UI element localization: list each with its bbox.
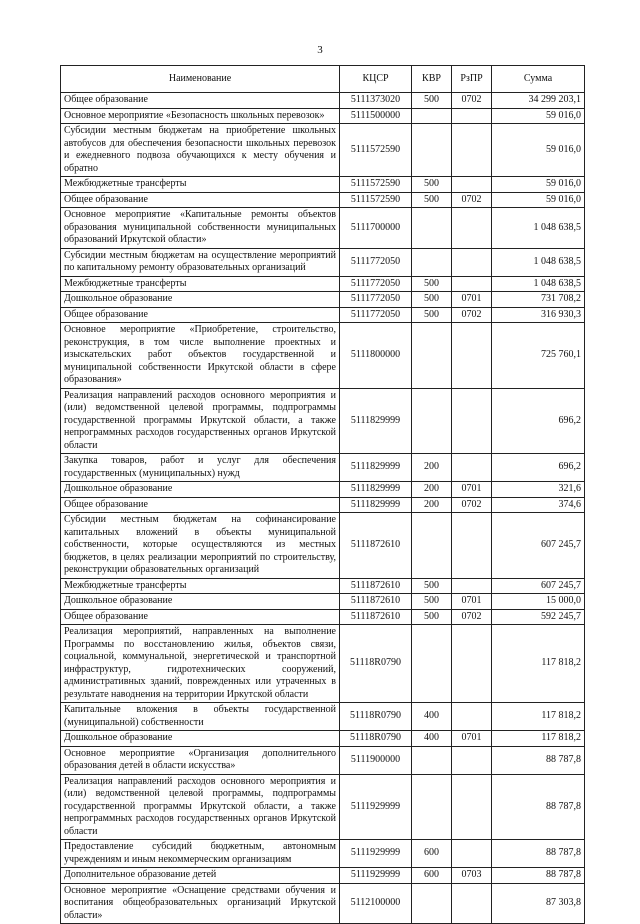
cell-kcsr: 5111572590 <box>340 192 412 208</box>
cell-kvr <box>412 208 452 249</box>
cell-kvr <box>412 774 452 840</box>
table-row <box>61 746 585 774</box>
cell-rzpr <box>452 323 492 389</box>
cell-kvr <box>412 388 452 454</box>
cell-kcsr: 5111872610 <box>340 594 412 610</box>
cell-rzpr <box>452 625 492 703</box>
cell-kcsr: 5111872610 <box>340 609 412 625</box>
cell-rzpr <box>452 208 492 249</box>
cell-kvr: 200 <box>412 482 452 498</box>
cell-kcsr: 5111929999 <box>340 774 412 840</box>
cell-kvr <box>412 746 452 774</box>
cell-sum: 725 760,1 <box>492 323 585 389</box>
cell-sum: 592 245,7 <box>492 609 585 625</box>
cell-rzpr <box>452 124 492 177</box>
cell-rzpr: 0701 <box>452 482 492 498</box>
cell-kvr: 500 <box>412 192 452 208</box>
cell-name: Предоставление субсидий бюджетным, автономным учреждениям и иным некоммерческим организациям <box>61 840 340 868</box>
cell-kcsr: 51118R0790 <box>340 625 412 703</box>
cell-kcsr: 5111373020 <box>340 93 412 109</box>
table-row <box>61 482 585 498</box>
cell-name: Основное мероприятие «Капитальные ремонты объектов образования муниципальной собственности муниципальных образований Иркутской области» <box>61 208 340 249</box>
cell-sum: 607 245,7 <box>492 513 585 579</box>
cell-name: Межбюджетные трансферты <box>61 276 340 292</box>
cell-rzpr <box>452 108 492 124</box>
table-row <box>61 703 585 731</box>
table-row <box>61 124 585 177</box>
cell-kcsr: 5111929999 <box>340 840 412 868</box>
cell-sum: 88 787,8 <box>492 840 585 868</box>
cell-name: Дошкольное образование <box>61 594 340 610</box>
cell-name: Межбюджетные трансферты <box>61 578 340 594</box>
cell-rzpr: 0703 <box>452 868 492 884</box>
cell-rzpr <box>452 840 492 868</box>
cell-sum: 316 930,3 <box>492 307 585 323</box>
cell-kcsr: 5111772050 <box>340 248 412 276</box>
table-row <box>61 208 585 249</box>
cell-name: Общее образование <box>61 497 340 513</box>
cell-sum: 374,6 <box>492 497 585 513</box>
cell-sum: 59 016,0 <box>492 192 585 208</box>
cell-sum: 88 787,8 <box>492 746 585 774</box>
cell-name: Основное мероприятие «Приобретение, строительство, реконструкция, в том числе выполнение проектных и изыскательских работ объектов государственной и муниципальной собственности Иркутской области в сфере образования» <box>61 323 340 389</box>
cell-kvr: 500 <box>412 93 452 109</box>
cell-kvr <box>412 625 452 703</box>
cell-kcsr: 5111572590 <box>340 124 412 177</box>
table-row <box>61 731 585 747</box>
table-row <box>61 594 585 610</box>
cell-sum: 15 000,0 <box>492 594 585 610</box>
cell-sum: 117 818,2 <box>492 731 585 747</box>
cell-rzpr <box>452 276 492 292</box>
table-body <box>61 93 585 924</box>
cell-kcsr: 5111700000 <box>340 208 412 249</box>
cell-kvr: 200 <box>412 454 452 482</box>
table-row <box>61 192 585 208</box>
table-row <box>61 883 585 924</box>
cell-kcsr: 5111829999 <box>340 388 412 454</box>
cell-sum: 59 016,0 <box>492 124 585 177</box>
cell-kcsr: 5111772050 <box>340 292 412 308</box>
cell-rzpr <box>452 248 492 276</box>
cell-kcsr: 5111500000 <box>340 108 412 124</box>
cell-name: Общее образование <box>61 93 340 109</box>
cell-name: Общее образование <box>61 609 340 625</box>
cell-kvr: 400 <box>412 731 452 747</box>
budget-table <box>60 65 585 924</box>
cell-rzpr <box>452 746 492 774</box>
cell-kcsr: 5112100000 <box>340 883 412 924</box>
table-row <box>61 840 585 868</box>
cell-name: Закупка товаров, работ и услуг для обеспечения государственных (муниципальных) нужд <box>61 454 340 482</box>
cell-name: Дошкольное образование <box>61 292 340 308</box>
cell-name: Дошкольное образование <box>61 482 340 498</box>
cell-kvr: 500 <box>412 177 452 193</box>
cell-kcsr: 5111772050 <box>340 276 412 292</box>
cell-rzpr <box>452 177 492 193</box>
cell-kvr: 500 <box>412 594 452 610</box>
cell-rzpr <box>452 578 492 594</box>
cell-kvr: 500 <box>412 578 452 594</box>
cell-rzpr: 0701 <box>452 292 492 308</box>
cell-kvr <box>412 248 452 276</box>
table-header-row <box>61 66 585 93</box>
cell-rzpr <box>452 703 492 731</box>
table-row <box>61 609 585 625</box>
cell-sum: 1 048 638,5 <box>492 248 585 276</box>
column-header-kcsr: КЦСР <box>340 66 412 93</box>
cell-kvr: 500 <box>412 307 452 323</box>
column-header-rzpr: РзПР <box>452 66 492 93</box>
cell-sum: 34 299 203,1 <box>492 93 585 109</box>
cell-rzpr: 0702 <box>452 307 492 323</box>
cell-kcsr: 5111572590 <box>340 177 412 193</box>
table-row <box>61 454 585 482</box>
cell-kvr <box>412 108 452 124</box>
cell-kvr: 500 <box>412 276 452 292</box>
table-row <box>61 292 585 308</box>
cell-name: Реализация мероприятий, направленных на выполнение Программы по восстановлению жилья, объектов связи, социальной, коммунальной, энергетической и транспортной инфраструктур, гидротехнических сооружений, административных зданий, поврежденных или утраченных в результате наводнения на территории Иркутской области <box>61 625 340 703</box>
cell-rzpr: 0702 <box>452 192 492 208</box>
cell-sum: 88 787,8 <box>492 868 585 884</box>
column-header-sum: Сумма <box>492 66 585 93</box>
cell-sum: 696,2 <box>492 388 585 454</box>
cell-sum: 696,2 <box>492 454 585 482</box>
cell-rzpr <box>452 774 492 840</box>
cell-kcsr: 51118R0790 <box>340 703 412 731</box>
cell-kcsr: 5111872610 <box>340 578 412 594</box>
cell-name: Реализация направлений расходов основного мероприятия и (или) ведомственной целевой программы, подпрограммы государственной программы Иркутской области, а также непрограммных расходов государственных органов Иркутской области <box>61 774 340 840</box>
cell-rzpr: 0702 <box>452 497 492 513</box>
table-row <box>61 625 585 703</box>
cell-name: Субсидии местным бюджетам на приобретение школьных автобусов для обеспечения безопасности школьных перевозок и ежедневного подвоза обучающихся к месту обучения и обратно <box>61 124 340 177</box>
cell-kvr <box>412 513 452 579</box>
cell-name: Основное мероприятие «Безопасность школьных перевозок» <box>61 108 340 124</box>
table-row <box>61 513 585 579</box>
cell-rzpr: 0701 <box>452 594 492 610</box>
cell-sum: 59 016,0 <box>492 108 585 124</box>
cell-rzpr: 0701 <box>452 731 492 747</box>
cell-kcsr: 5111829999 <box>340 454 412 482</box>
table-row <box>61 578 585 594</box>
cell-kcsr: 5111829999 <box>340 482 412 498</box>
cell-kvr: 600 <box>412 840 452 868</box>
table-row <box>61 868 585 884</box>
cell-rzpr <box>452 883 492 924</box>
cell-name: Дополнительное образование детей <box>61 868 340 884</box>
table-row <box>61 108 585 124</box>
cell-name: Субсидии местным бюджетам на осуществление мероприятий по капитальному ремонту образовательных организаций <box>61 248 340 276</box>
table-row <box>61 248 585 276</box>
cell-name: Общее образование <box>61 192 340 208</box>
cell-sum: 117 818,2 <box>492 625 585 703</box>
cell-name: Реализация направлений расходов основного мероприятия и (или) ведомственной целевой программы, подпрограммы государственной программы Иркутской области, а также непрограммных расходов государственных органов Иркутской области <box>61 388 340 454</box>
cell-sum: 321,6 <box>492 482 585 498</box>
cell-sum: 607 245,7 <box>492 578 585 594</box>
cell-rzpr <box>452 454 492 482</box>
cell-name: Капитальные вложения в объекты государственной (муниципальной) собственности <box>61 703 340 731</box>
cell-kcsr: 51118R0790 <box>340 731 412 747</box>
table-row <box>61 177 585 193</box>
cell-kcsr: 5111829999 <box>340 497 412 513</box>
cell-sum: 1 048 638,5 <box>492 208 585 249</box>
cell-sum: 59 016,0 <box>492 177 585 193</box>
cell-name: Основное мероприятие «Организация дополнительного образования детей в области искусства» <box>61 746 340 774</box>
cell-name: Межбюджетные трансферты <box>61 177 340 193</box>
cell-kvr: 600 <box>412 868 452 884</box>
table-row <box>61 307 585 323</box>
cell-sum: 87 303,8 <box>492 883 585 924</box>
cell-sum: 1 048 638,5 <box>492 276 585 292</box>
cell-rzpr: 0702 <box>452 609 492 625</box>
cell-kvr <box>412 124 452 177</box>
cell-rzpr: 0702 <box>452 93 492 109</box>
cell-name: Субсидии местным бюджетам на софинансирование капитальных вложений в объекты муниципальной собственности, которые осуществляются из местных бюджетов, в целях реализации мероприятий по строительству, реконструкции образовательных организаций <box>61 513 340 579</box>
page-number: 3 <box>317 44 323 56</box>
column-header-name: Наименование <box>61 66 340 93</box>
table-row <box>61 497 585 513</box>
cell-kvr <box>412 883 452 924</box>
cell-kcsr: 5111929999 <box>340 868 412 884</box>
table-row <box>61 774 585 840</box>
cell-sum: 731 708,2 <box>492 292 585 308</box>
column-header-kvr: КВР <box>412 66 452 93</box>
cell-kcsr: 5111772050 <box>340 307 412 323</box>
cell-rzpr <box>452 513 492 579</box>
cell-kvr <box>412 323 452 389</box>
cell-name: Общее образование <box>61 307 340 323</box>
table-row <box>61 93 585 109</box>
cell-name: Основное мероприятие «Оснащение средствами обучения и воспитания общеобразовательных организаций Иркутской области» <box>61 883 340 924</box>
table-row <box>61 323 585 389</box>
cell-kcsr: 5111900000 <box>340 746 412 774</box>
table-row <box>61 388 585 454</box>
cell-kvr: 200 <box>412 497 452 513</box>
cell-name: Дошкольное образование <box>61 731 340 747</box>
cell-rzpr <box>452 388 492 454</box>
cell-sum: 117 818,2 <box>492 703 585 731</box>
cell-kvr: 500 <box>412 292 452 308</box>
cell-kvr: 400 <box>412 703 452 731</box>
table-row <box>61 276 585 292</box>
cell-kcsr: 5111872610 <box>340 513 412 579</box>
cell-kvr: 500 <box>412 609 452 625</box>
cell-sum: 88 787,8 <box>492 774 585 840</box>
cell-kcsr: 5111800000 <box>340 323 412 389</box>
